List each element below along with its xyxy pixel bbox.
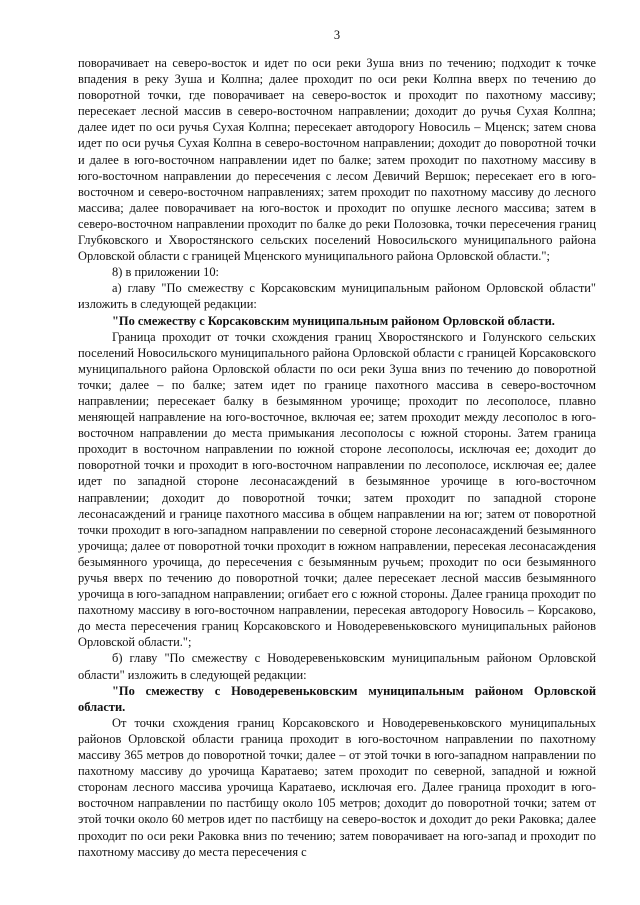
heading-korsakovsky: "По смежеству с Корсаковским муниципальным районом Орловской области. bbox=[112, 313, 555, 328]
paragraph-item-b: б) главу "По смежеству с Новодеревеньковским муниципальным районом Орловской области" изложить в следующей редакции: bbox=[78, 651, 596, 682]
paragraph-novoderevenkovsky-boundary: От точки схождения границ Корсаковского и Новодеревеньковского муниципальных районов Орловской области граница проходит в юго-восточном направлении по пахотному массиву 365 метров до поворотной точки; далее – от этой точки в юго-западном направлении по пахотному массиву до урочища Каратаево; затем проходит по северной, западной и южной сторонам лесного массива урочища Каратаево, исключая его. Далее граница проходит в юго-восточном направлении по пастбищу около 105 метров; доходит до поворотной точки; затем от этой точки около 60 метров идет по пастбищу на северо-восток и доходит до реки Раковка; далее проходит по оси реки Раковка вниз по течению; затем поворачивает на юго-запад и проходит по пахотному массиву до места пересечения с bbox=[78, 715, 596, 859]
heading-novoderevenkovsky: "По смежеству с Новодеревеньковским муниципальным районом Орловской области. bbox=[78, 683, 596, 714]
page-number: 3 bbox=[333, 28, 341, 42]
paragraph-item-8: 8) в приложении 10: bbox=[112, 265, 220, 280]
paragraph-korsakovsky-boundary: Граница проходит от точки схождения границ Хворостянского и Голунского сельских поселений Новосильского муниципального района Орловской области с границей Корсаковского муниципального района Орловской области по оси реки Зуша вниз по течению до поворотной точки; далее – по балке; затем идет по границе пахотного массива в северо-восточном направлении; пересекает балку в безымянном урочище; проходит по лесополосе, плавно меняющей направление на юго-восточное, включая ее; затем проходит между лесополос в юго-восточном направлении до места примыкания лесополосы с южной стороны. Затем граница проходит в восточном направлении по южной стороне лесополосы, исключая ее; доходит до поворотной точки и проходит в юго-восточном направлении по лесополосе, исключая ее; далее идет по западной стороне лесонасаждений в безымянное урочище в юго-восточном направлении; доходит до поворотной точки; затем проходит по западной стороне лесонасаждений и границе пахотного массива в общем направлении на юг; затем от поворотной точки проходит в юго-западном направлении по северной стороне лесонасаждений безымянного урочища; далее от поворотной точки проходит в южном направлении, пересекая лесонасаждения безымянного урочища, до пересечения с безымянным ручьем; проходит по оси безымянного ручья вверх по течению до поворотной точки; далее пересекает лесной массив безымянного урочища в юго-западном направлении; огибает его с южной стороны. Далее граница проходит по пахотному массиву в юго-восточном направлении, пересекая автодорогу Новосиль – Корсаково, до места пересечения границ Корсаковского и Новодеревеньковского муниципальных районов Орловской области."; bbox=[78, 329, 596, 650]
paragraph-item-a: а) главу "По смежеству с Корсаковским муниципальным районом Орловской области" изложить в следующей редакции: bbox=[78, 281, 596, 312]
paragraph-continuation: поворачивает на северо-восток и идет по оси реки Зуша вниз по течению; подходит к точке впадения в реку Зуша и Колпна; далее проходит по оси реки Колпна вверх по течению до поворотной точки, где поворачивает на северо-восток и проходит по пахотному массиву; пересекает лесной массив в северо-восточном направлении; доходит до ручья Сухая Колпна; далее идет по оси ручья Сухая Колпна; пересекает автодорогу Новосиль – Мценск; затем снова идет по оси ручья Сухая Колпна в северо-восточном направлении; доходит до поворотной точки и далее в юго-восточном направлении идет по балке; затем проходит по пахотному массиву в юго-восточном направлении до пересечения с лесом Девичий Вершок; пересекает его в юго-восточном и северо-восточном направлениях; затем проходит по пахотному массиву до лесного массива; далее поворачивает на юго-восток и проходит по опушке лесного массива; затем в северо-восточном направлении проходит по балке до реки Полозовка, точки пересечения границ Глубковского и Хворостянского сельских поселений Новосильского муниципального района Орловской области с границей Мценского муниципального района Орловской области."; bbox=[78, 56, 596, 264]
